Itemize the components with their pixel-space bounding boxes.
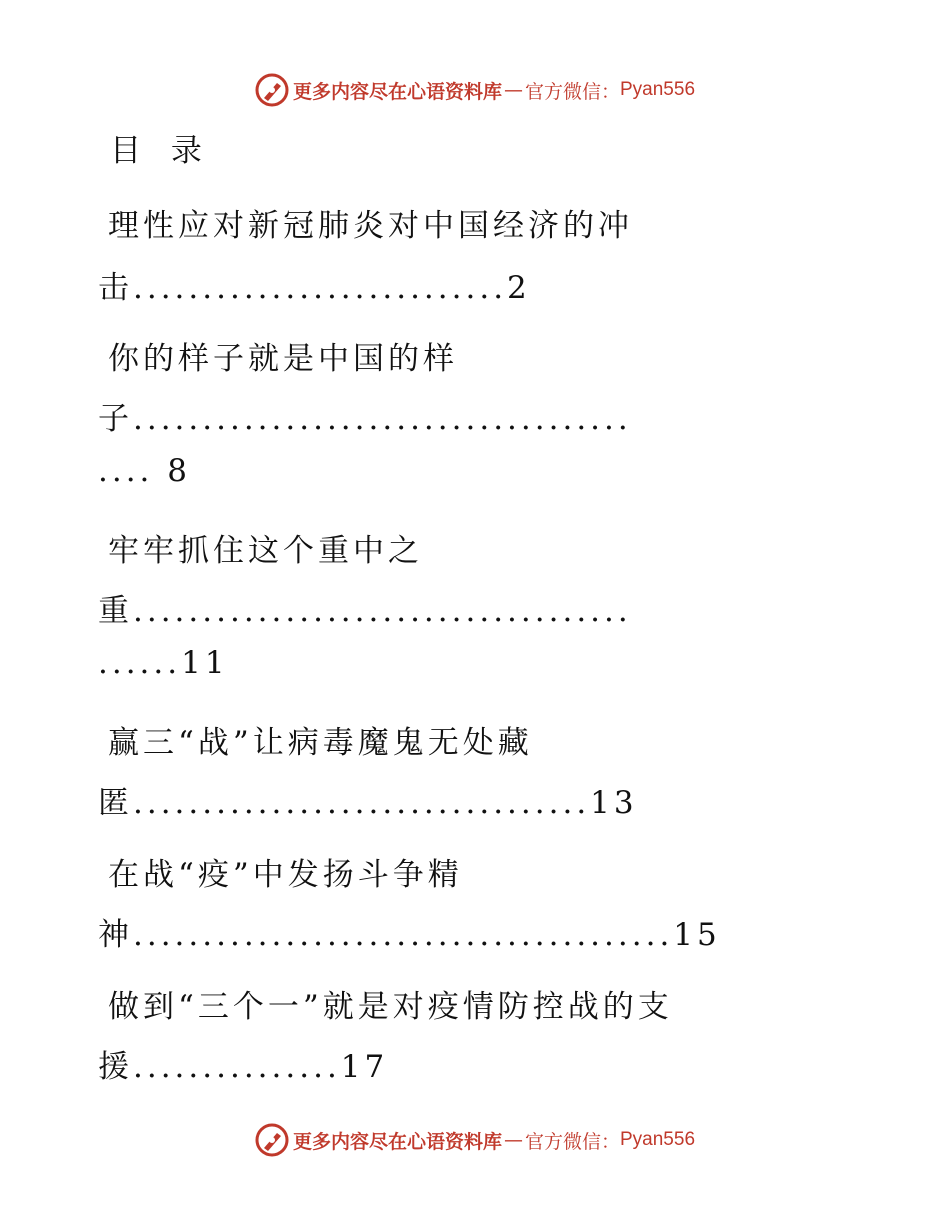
toc-entry-title[interactable]: 做到“三个一”就是对疫情防控战的支	[108, 989, 673, 1025]
header-banner	[0, 70, 950, 110]
header-official-label: 官方微信：	[524, 80, 620, 103]
toc-entry-line[interactable]: 神.......................................15	[98, 917, 721, 953]
toc-entry-title[interactable]: 你的样子就是中国的样	[108, 341, 458, 377]
footer-brand: 更多内容尽在心语资料库	[292, 1130, 502, 1153]
header-dash: —	[503, 79, 523, 101]
footer-banner	[0, 1120, 950, 1160]
toc-entry-title[interactable]: 在战“疫”中发扬斗争精	[108, 857, 463, 893]
header-brand: 更多内容尽在心语资料库	[292, 80, 502, 103]
toc-entry-line[interactable]: 援...............17	[98, 1049, 389, 1085]
toc-entry-line[interactable]: ......11	[98, 645, 229, 681]
toc-entry-title[interactable]: 牢牢抓住这个重中之	[108, 533, 423, 569]
toc-entry-line[interactable]: 子....................................	[98, 401, 632, 437]
toc-title: 目 录	[110, 133, 212, 169]
header-wechat-id: Pyan556	[620, 79, 696, 100]
footer-official-label: 官方微信：	[524, 1130, 620, 1153]
toc-entry-title[interactable]: 赢三“战”让病毒魔鬼无处藏	[108, 725, 533, 761]
pen-circle-logo-icon	[255, 1123, 289, 1157]
toc-entry-line[interactable]: 重....................................	[98, 593, 632, 629]
toc-entry-line[interactable]: 匿.................................13	[98, 785, 638, 821]
pen-circle-logo-icon	[255, 73, 289, 107]
toc-entry-line[interactable]: .... 8	[98, 453, 191, 489]
footer-wechat-id: Pyan556	[620, 1129, 696, 1150]
footer-dash: —	[503, 1129, 523, 1151]
toc-entry-line[interactable]: 击...........................2	[98, 270, 531, 306]
toc-entry-title[interactable]: 理性应对新冠肺炎对中国经济的冲	[108, 208, 633, 244]
